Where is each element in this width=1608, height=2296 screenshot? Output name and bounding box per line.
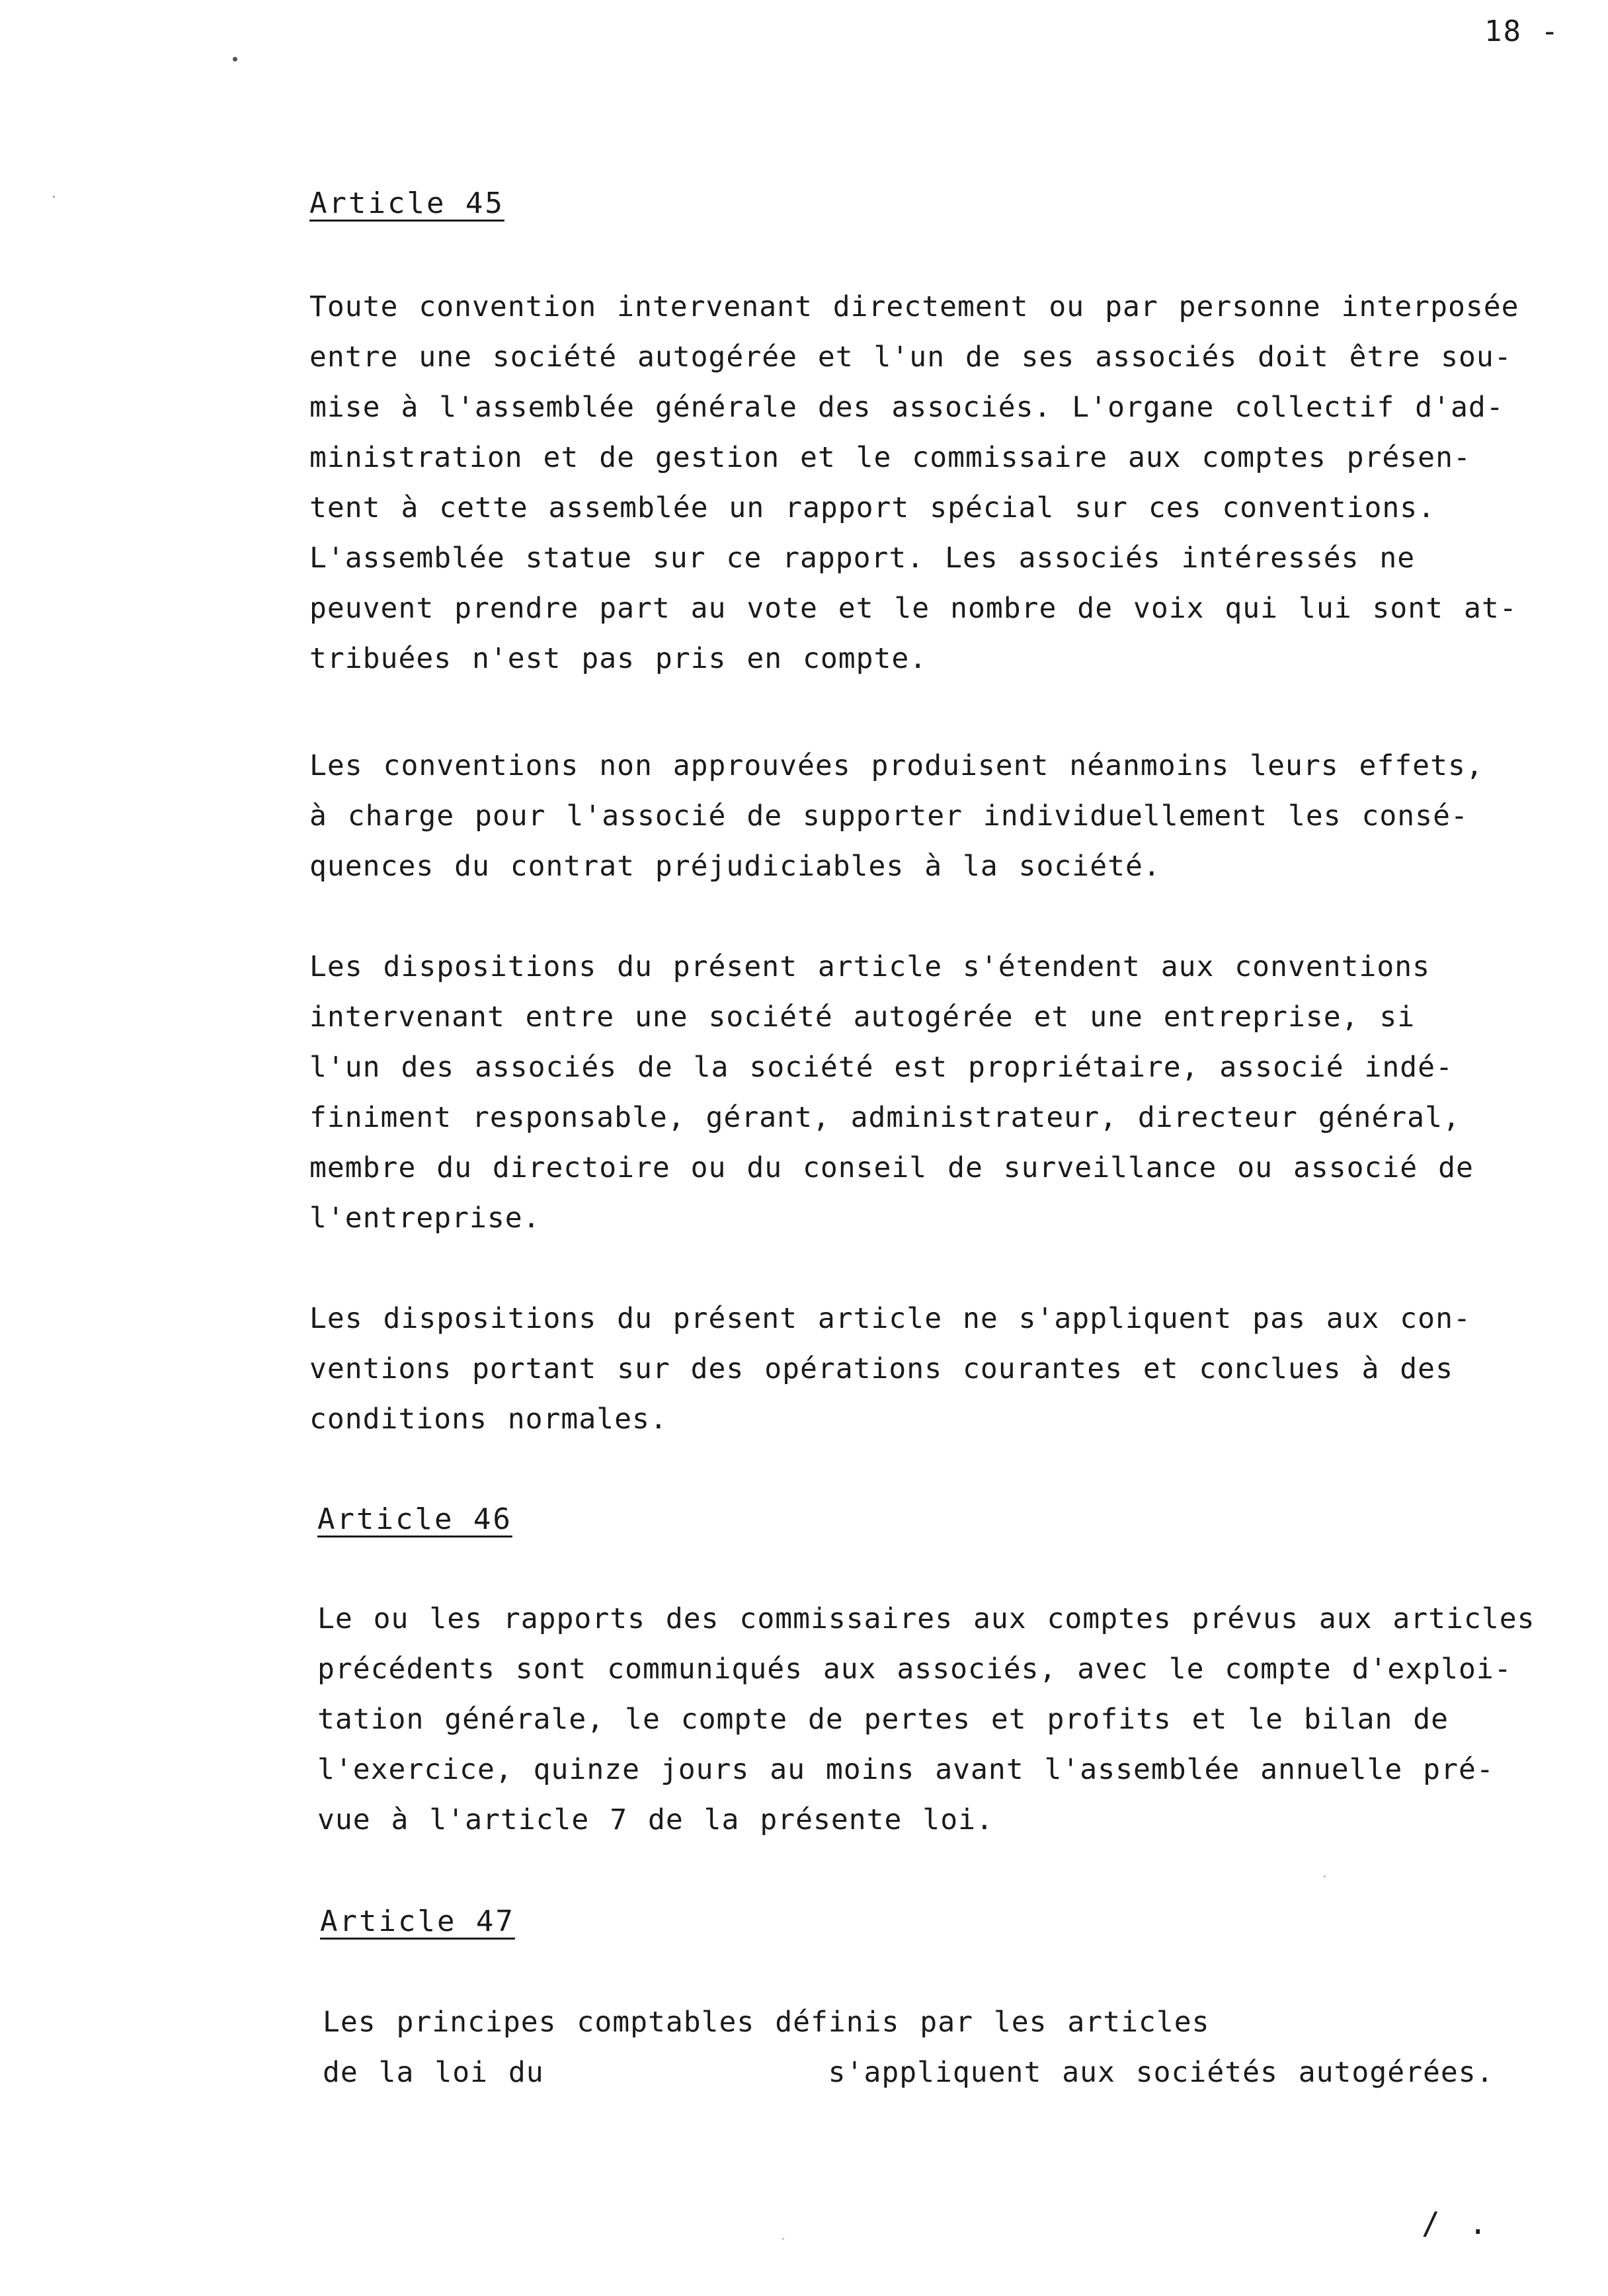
text-line-with-blank: [323, 2047, 1513, 2098]
law-reference-start: de la loi du: [323, 2056, 544, 2089]
text-line: Les conventions non approuvées produisent néanmoins leurs effets,: [309, 749, 1484, 782]
scan-speck: [233, 57, 237, 62]
text-line: L'assemblée statue sur ce rapport. Les associés intéressés ne: [309, 542, 1416, 575]
text-line: tation générale, le compte de pertes et profits et le bilan de: [317, 1703, 1449, 1736]
text-line: mise à l'assemblée générale des associés. L'organe collectif d'ad-: [309, 391, 1504, 424]
text-line: tribuées n'est pas pris en compte.: [309, 642, 928, 675]
article-45-paragraph-3: [309, 942, 1500, 1243]
text-line: finiment responsable, gérant, administrateur, directeur général,: [309, 1101, 1461, 1134]
scan-speck: [1324, 1875, 1326, 1877]
article-45-paragraph-4: [309, 1293, 1500, 1444]
text-line: ministration et de gestion et le commissaire aux comptes présen-: [309, 441, 1471, 474]
text-line: membre du directoire ou du conseil de surveillance ou associé de: [309, 1151, 1474, 1184]
text-line: à charge pour l'associé de supporter individuellement les consé-: [309, 800, 1468, 833]
text-line: Les dispositions du présent article s'étendent aux conventions: [309, 950, 1431, 983]
text-line: l'entreprise.: [309, 1202, 541, 1235]
law-reference-end: s'appliquent aux sociétés autogérées.: [828, 2056, 1494, 2089]
text-line: l'exercice, quinze jours au moins avant l'assemblée annuelle pré-: [317, 1753, 1494, 1786]
text-line: conditions normales.: [309, 1403, 668, 1436]
text-line: Toute convention intervenant directement ou par personne interposée: [309, 290, 1519, 323]
text-line: tent à cette assemblée un rapport spécial sur ces conventions.: [309, 491, 1436, 524]
article-46-paragraph: [317, 1594, 1535, 1845]
text-line: vue à l'article 7 de la présente loi.: [317, 1803, 994, 1836]
text-line: ventions portant sur des opérations courantes et conclues à des: [309, 1352, 1453, 1385]
article-46-heading: Article 46: [317, 1502, 512, 1536]
text-line: peuvent prendre part au vote et le nombre de voix qui lui sont at-: [309, 592, 1517, 625]
text-line: précédents sont communiqués aux associés, avec le compte d'exploi-: [317, 1653, 1512, 1686]
text-line: entre une société autogérée et l'un de ses associés doit être sou-: [309, 341, 1512, 374]
scan-speck: [782, 2238, 784, 2240]
page-number: 18 -: [1484, 15, 1560, 48]
text-line: quences du contrat préjudiciables à la société.: [309, 850, 1161, 883]
text-line: Le ou les rapports des commissaires aux comptes prévus aux articles: [317, 1602, 1535, 1635]
text-line: intervenant entre une société autogérée et une entreprise, si: [309, 1001, 1416, 1034]
article-45-heading: Article 45: [309, 186, 504, 220]
text-line: l'un des associés de la société est propriétaire, associé indé-: [309, 1051, 1453, 1084]
text-line: Les principes comptables définis par les articles: [323, 2006, 1210, 2039]
article-45-paragraph-1: [309, 282, 1519, 684]
article-45-paragraph-2: [309, 741, 1500, 891]
article-47-paragraph: [323, 1997, 1513, 2098]
continuation-mark: / .: [1422, 2205, 1493, 2241]
text-line: Les dispositions du présent article ne s'appliquent pas aux con-: [309, 1302, 1471, 1335]
article-47-heading: Article 47: [320, 1905, 515, 1938]
scan-speck: [53, 196, 55, 198]
